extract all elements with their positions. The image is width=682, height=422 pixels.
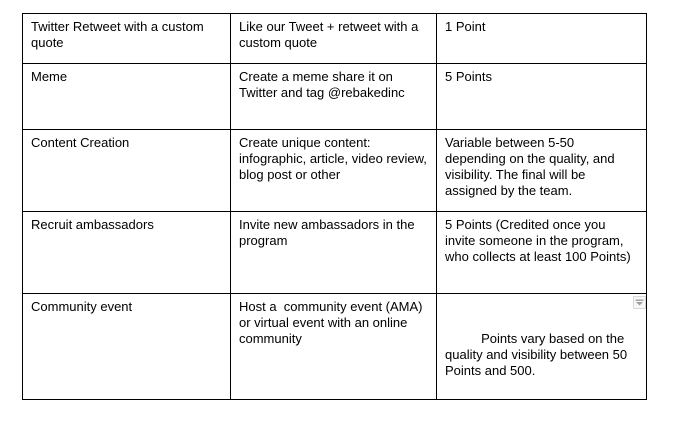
description-cell: Create unique content: infographic, article, video review, blog post or other (231, 130, 437, 212)
points-cell: Variable between 5-50 depending on the quality, and visibility. The final will be assigned by the team. (437, 130, 647, 212)
activity-cell: Content Creation (23, 130, 231, 212)
points-cell: 1 Point (437, 14, 647, 64)
points-cell (437, 294, 647, 400)
points-cell: 5 Points (Credited once you invite someone in the program, who collects at least 100 Points) (437, 212, 647, 294)
description-cell: Create a meme share it on Twitter and tag @rebakedinc (231, 64, 437, 130)
table-row (23, 294, 647, 400)
points-table (22, 13, 647, 400)
table-row (23, 130, 647, 212)
table-row (23, 14, 647, 64)
points-cell: 5 Points (437, 64, 647, 130)
points-text: Points vary based on the quality and visibility between 50 Points and 500. (445, 331, 631, 378)
description-cell: Host a community event (AMA) or virtual event with an online community (231, 294, 437, 400)
activity-cell: Community event (23, 294, 231, 400)
description-cell: Invite new ambassadors in the program (231, 212, 437, 294)
activity-cell: Recruit ambassadors (23, 212, 231, 294)
activity-cell: Meme (23, 64, 231, 130)
description-cell: Like our Tweet + retweet with a custom quote (231, 14, 437, 64)
activity-cell: Twitter Retweet with a custom quote (23, 14, 231, 64)
dropdown-marker-icon[interactable] (633, 296, 646, 309)
table-row (23, 212, 647, 294)
table-row (23, 64, 647, 130)
